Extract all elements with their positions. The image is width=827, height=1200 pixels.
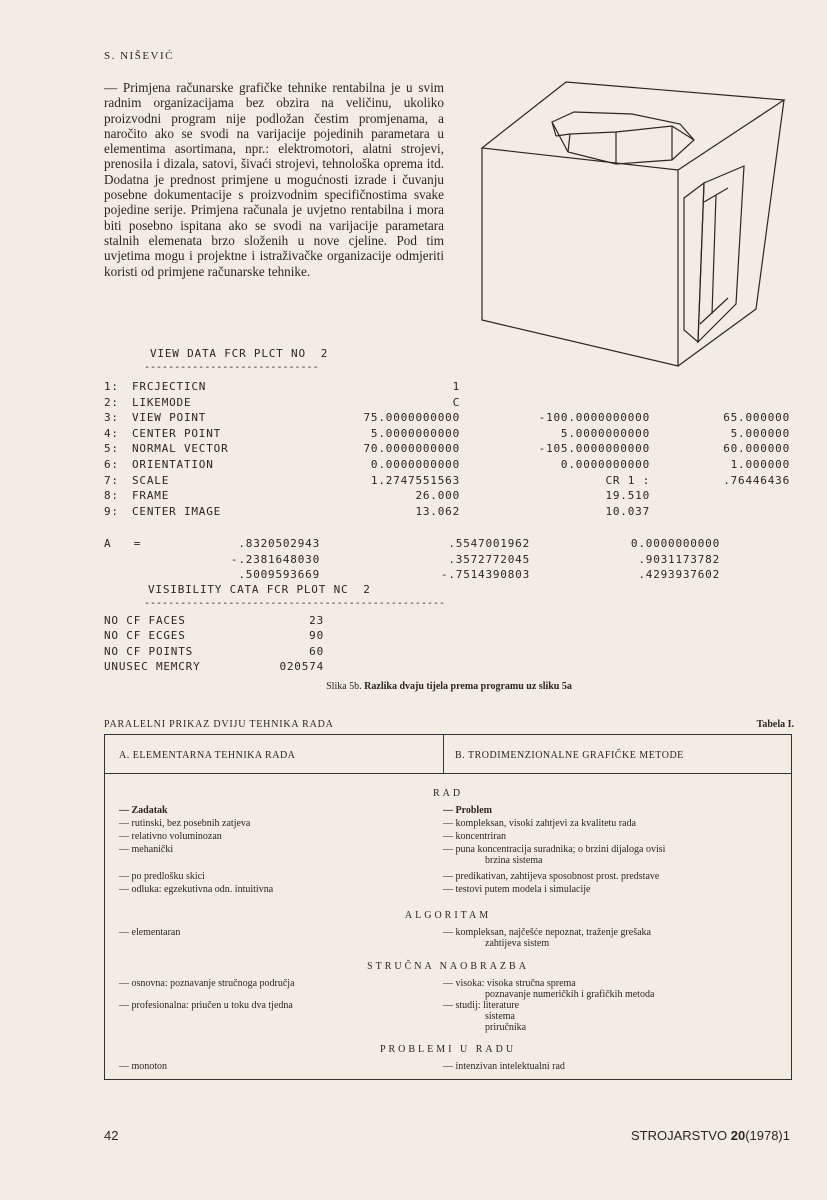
- cube-top-face: [482, 82, 784, 170]
- caption-text: Razlika dvaju tijela prema programu uz sliku 5a: [364, 681, 572, 692]
- printout-row-value-1: C: [452, 395, 460, 409]
- table-list-item: — predikativan, zahtijeva sposobnost prost. predstave: [443, 871, 660, 882]
- table-list-item: — studij: literature: [443, 1000, 520, 1011]
- printout-row-label: ORIENTATION: [132, 458, 214, 471]
- algoritam-left: — elementaran: [119, 927, 181, 938]
- matrix-cell: .8320502943: [238, 537, 320, 550]
- problemi-left: — monoton: [119, 1061, 168, 1072]
- cube-figure: [472, 62, 790, 372]
- column-b-heading: B. TRODIMENZIONALNE GRAFIČKE METODE: [455, 750, 684, 761]
- table-list-item: brzina sistema: [485, 855, 543, 866]
- printout-row-value-1: 1.2747551563: [370, 473, 460, 487]
- printout-row-value-1: 5.0000000000: [370, 426, 460, 440]
- printout-row-value-1: 75.0000000000: [363, 411, 460, 425]
- printout-row-value-2: CR 1 :: [605, 473, 650, 487]
- printout-row-label: SCALE: [132, 473, 170, 487]
- printout-row-value-1: 13.062: [415, 504, 460, 518]
- printout-row-value-2: 19.510: [605, 489, 650, 503]
- printout-row-value-2: -105.0000000000: [538, 442, 650, 456]
- printout-row-value-2: 5.0000000000: [560, 426, 650, 440]
- caption-prefix: Slika 5b.: [326, 681, 362, 692]
- table-list-item: — odluka: egzekutivna odn. intuitivna: [119, 884, 274, 895]
- journal-volume: 20: [730, 1128, 746, 1143]
- visibility-divider: --------------------------------------------------: [144, 598, 446, 609]
- problemi-right: — intenzivan intelektualni rad: [443, 1061, 565, 1072]
- matrix-cell: .9031173782: [638, 552, 720, 566]
- printout-row-value-3: 5.000000: [730, 426, 790, 440]
- matrix-cell: 0.0000000000: [630, 537, 720, 550]
- table-list-item: — relativno voluminozan: [119, 831, 222, 842]
- journal-name: STROJARSTVO: [631, 1128, 728, 1143]
- stat-label: NO CF ECGES: [104, 629, 186, 643]
- visibility-title: VISIBILITY CATA FCR PLOT NC 2: [148, 583, 371, 596]
- naobrazba-left-1: — osnovna: poznavanje stručnoga područja: [119, 978, 295, 989]
- printout-row-value-2: -100.0000000000: [538, 411, 650, 425]
- stat-label: NO CF POINTS: [104, 644, 194, 658]
- printout-row-value-1: 26.000: [415, 489, 460, 503]
- matrix-label: A =: [104, 537, 142, 550]
- printout-row-value-2: 10.037: [605, 504, 650, 518]
- stat-label: NO CF FACES: [104, 614, 186, 627]
- table-list-item: — Problem: [443, 805, 492, 816]
- printout-row-number: 3:: [104, 411, 119, 425]
- printout-row-label: CENTER POINT: [132, 426, 222, 440]
- printout-row-number: 5:: [104, 442, 119, 456]
- printout-row-number: 9:: [104, 504, 119, 518]
- table-list-item: — rutinski, bez posebnih zatjeva: [119, 818, 251, 829]
- body-paragraph: — Primjena računarske grafičke tehnike rentabilna je u svim radnim organizacijama bez obzira na veličinu, ukoliko proizvodni program nije podložan čestim promjenama, a naročito ako se svodi na varijacije pojedinih parametara u elementima asortimana, npr.: elektromotori, alatni strojevi, prenosila i dizala, satovi, šivaći strojevi, tehnološka oprema itd. Dodatna je prednost primjene u mogućnosti izrade i čuvanju posebne dokumentacije s proizvodnim specifičnostima svake pojedine serije. Primjena računala je uvjetno rentabilna i mora biti posebno ispitana ako se svodi na varijacije parametara stalnih elemenata brzo složenih u nove cjeline. Pod tim uvjetima mogu i projektne i istraživačke organizacije odmjeriti koristi od primjene računarske tehnike.: [104, 80, 444, 279]
- table-list-item: — koncentriran: [443, 831, 507, 842]
- section-algoritam: ALGORITAM: [404, 910, 492, 921]
- stat-label: UNUSEC MEMCRY: [104, 659, 201, 673]
- top-octagon-opening: [552, 112, 694, 164]
- page-number: 42: [104, 1128, 119, 1143]
- printout-row-value-1: 1: [452, 380, 460, 393]
- cube-front-edges: [482, 148, 678, 366]
- printout-row-value-2: 0.0000000000: [560, 458, 650, 471]
- matrix-cell: -.7514390803: [440, 568, 530, 581]
- printout-row-value-3: 60.000000: [723, 442, 790, 456]
- table-list-item: — Zadatak: [119, 805, 168, 816]
- journal-issue: (1978)1: [745, 1128, 790, 1143]
- printout-row-label: FRCJECTICN: [132, 380, 207, 393]
- comparison-table: [104, 734, 792, 1080]
- matrix-cell: .4293937602: [638, 568, 720, 581]
- printout-row-value-3: 65.000000: [723, 411, 790, 425]
- matrix-cell: .5547001962: [448, 537, 530, 550]
- table-list-item: — visoka: visoka stručna sprema: [443, 978, 576, 989]
- column-divider: [443, 735, 444, 773]
- table-title: PARALELNI PRIKAZ DVIJU TEHNIKA RADA: [104, 719, 334, 730]
- matrix-cell: .3572772045: [448, 552, 530, 566]
- printout-row-label: FRAME: [132, 489, 170, 503]
- column-a-heading: A. ELEMENTARNA TEHNIKA RADA: [119, 750, 296, 761]
- header-rule: [105, 773, 791, 774]
- stat-value: 90: [309, 629, 324, 643]
- running-header: S. NIŠEVIĆ: [104, 50, 175, 62]
- table-list-item: — kompleksan, visoki zahtjevi za kvalitetu rada: [443, 818, 636, 829]
- printout-row-number: 7:: [104, 473, 119, 487]
- printout-row-label: LIKEMODE: [132, 395, 192, 409]
- printout-row-label: CENTER IMAGE: [132, 504, 222, 518]
- printout-row-value-3: 1.000000: [730, 458, 790, 471]
- journal-reference: [631, 1128, 790, 1143]
- stat-value: 23: [309, 614, 324, 627]
- naobrazba-left-2: — profesionalna: priučen u toku dva tjedna: [119, 1000, 293, 1011]
- printout-row-value-1: 0.0000000000: [370, 458, 460, 471]
- table-label: Tabela I.: [756, 719, 794, 730]
- table-list-item: — puna koncentracija suradnika; o brzini dijaloga ovisi: [443, 844, 666, 855]
- matrix-cell: .5009593669: [238, 568, 320, 581]
- printout-divider: -----------------------------: [144, 362, 319, 373]
- printout-row-label: NORMAL VECTOR: [132, 442, 229, 456]
- table-list-item: sistema: [485, 1011, 515, 1022]
- table-list-item: — mehanički: [119, 844, 174, 855]
- stat-value: 60: [309, 644, 324, 658]
- printout-row-number: 4:: [104, 426, 119, 440]
- printout-row-label: VIEW POINT: [132, 411, 207, 425]
- printout-row-value-3: .76446436: [723, 473, 790, 487]
- figure-caption: [104, 681, 794, 692]
- printout-row-value-1: 70.0000000000: [363, 442, 460, 456]
- section-problemi: PROBLEMI U RADU: [379, 1044, 517, 1055]
- table-list-item: priručnika: [485, 1022, 527, 1033]
- printout-title: VIEW DATA FCR PLCT NO 2: [150, 347, 329, 360]
- stat-value: 020574: [279, 659, 324, 673]
- printout-row-number: 8:: [104, 489, 119, 503]
- section-rad: RAD: [432, 788, 464, 799]
- table-header: [104, 719, 794, 730]
- matrix-cell: -.2381648030: [230, 552, 320, 566]
- table-list-item: zahtijeva sistem: [485, 938, 550, 949]
- printout-row-number: 1:: [104, 380, 119, 393]
- printout-row-number: 2:: [104, 395, 119, 409]
- section-naobrazba: STRUČNA NAOBRAZBA: [367, 961, 529, 972]
- printout-row-number: 6:: [104, 458, 119, 471]
- table-list-item: — po predlošku skici: [119, 871, 205, 882]
- table-list-item: — testovi putem modela i simulacije: [443, 884, 591, 895]
- table-list-item: poznavanje numeričkih i grafičkih metoda: [485, 989, 655, 1000]
- table-list-item: — kompleksan, najčešće nepoznat, traženje grešaka: [443, 927, 651, 938]
